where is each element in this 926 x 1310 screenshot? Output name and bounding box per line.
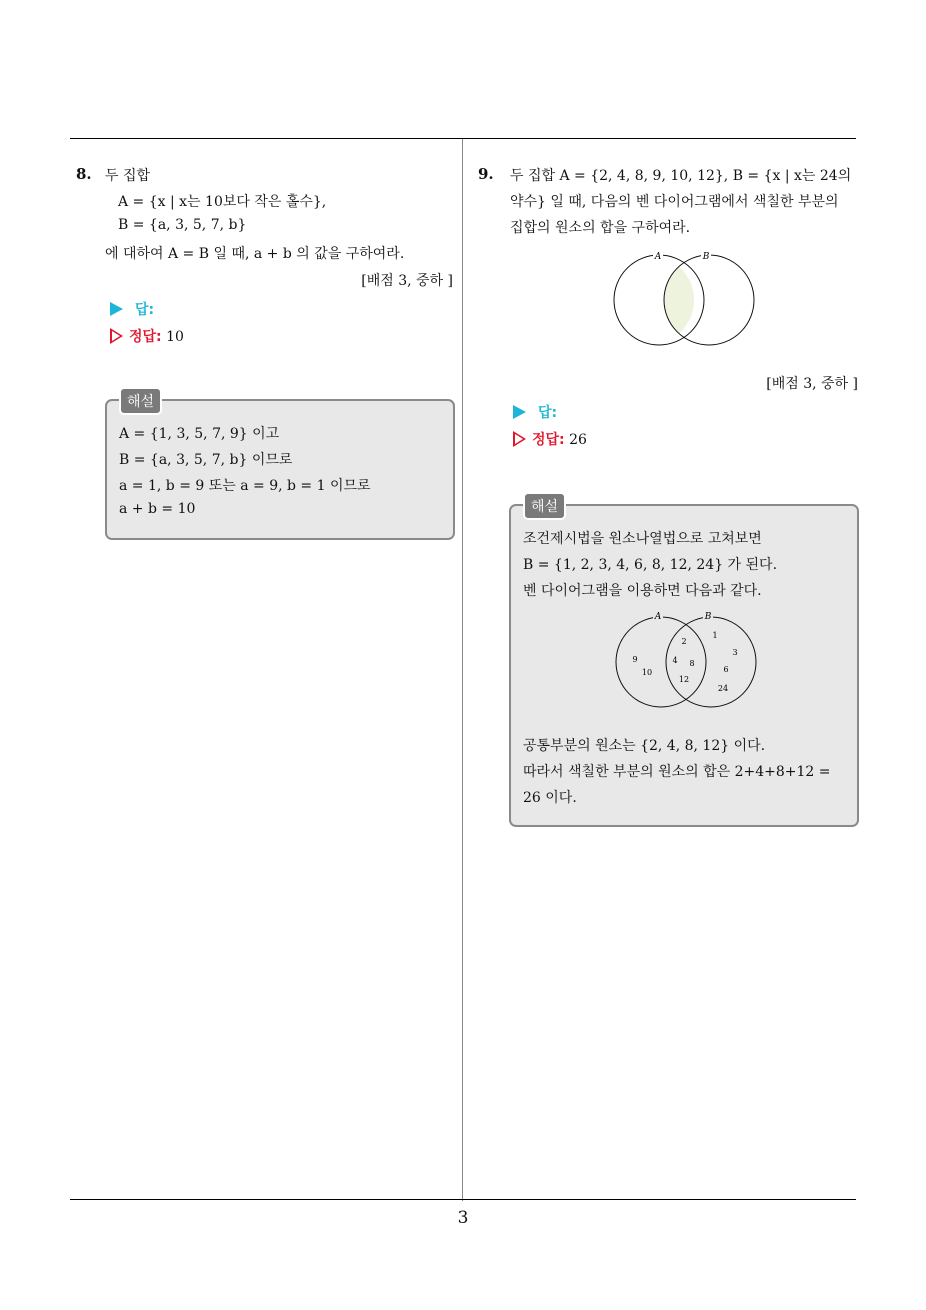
correct-answer-value: 10 bbox=[166, 329, 184, 345]
solution-line: B = {1, 2, 3, 4, 6, 8, 12, 24} 가 된다. bbox=[523, 557, 778, 573]
solution-line: a = 1, b = 9 또는 a = 9, b = 1 이므로 bbox=[119, 478, 371, 494]
question-text-line: 에 대하여 A = B 일 때, a + b 의 값을 구하여라. bbox=[105, 246, 405, 262]
solution-box bbox=[105, 394, 455, 540]
venn-label-a: A bbox=[654, 252, 662, 262]
correct-answer bbox=[110, 326, 184, 346]
solution-venn-diagram bbox=[607, 610, 767, 710]
correct-answer-value: 26 bbox=[569, 432, 587, 448]
solution-tag: 해설 bbox=[523, 492, 566, 520]
points-label: [배점 3, 중하 ] bbox=[766, 376, 858, 392]
question-text-line: 두 집합 A = {2, 4, 8, 9, 10, 12}, B = {x | x는 24의 bbox=[510, 168, 852, 184]
top-rule bbox=[70, 138, 856, 139]
question-text-line: 약수} 일 때, 다음의 벤 다이어그램에서 색칠한 부분의 bbox=[510, 194, 839, 210]
solution-line: a + b = 10 bbox=[119, 501, 196, 517]
question-text-line: 집합의 원소의 합을 구하여라. bbox=[510, 220, 691, 236]
solution-line: B = {a, 3, 5, 7, b} 이므로 bbox=[119, 452, 293, 468]
answer-label: 답: bbox=[513, 402, 557, 422]
column-divider bbox=[462, 139, 463, 1201]
venn-label-b: B bbox=[702, 252, 710, 262]
question-text-line: B = {a, 3, 5, 7, b} bbox=[118, 217, 247, 233]
page-number: 3 bbox=[457, 1208, 469, 1228]
solution-line: A = {1, 3, 5, 7, 9} 이고 bbox=[119, 426, 280, 442]
solution-line: 공통부분의 원소는 {2, 4, 8, 12} 이다. bbox=[523, 738, 766, 754]
play-outline-icon bbox=[513, 431, 526, 447]
venn-element: 3 bbox=[732, 648, 738, 657]
play-icon bbox=[110, 302, 123, 316]
correct-answer-label: 정답: bbox=[129, 329, 162, 345]
venn-circle-b bbox=[666, 617, 756, 707]
question-number: 9. bbox=[478, 165, 494, 183]
question-number: 8. bbox=[76, 165, 92, 183]
venn-diagram bbox=[605, 250, 765, 350]
play-outline-icon bbox=[110, 328, 123, 344]
solution-line: 따라서 색칠한 부분의 원소의 합은 2+4+8+12 = bbox=[523, 764, 831, 780]
venn-element: 12 bbox=[678, 675, 690, 684]
venn-element: 9 bbox=[632, 655, 638, 664]
solution-box bbox=[509, 499, 859, 827]
question-text-line: A = {x | x는 10보다 작은 홀수}, bbox=[118, 194, 327, 210]
question-text-line: 두 집합 bbox=[105, 168, 151, 184]
solution-line: 26 이다. bbox=[523, 790, 577, 806]
play-icon bbox=[513, 405, 526, 419]
correct-answer-label: 정답: bbox=[532, 432, 565, 448]
venn-element: 6 bbox=[723, 665, 729, 674]
venn-element: 2 bbox=[681, 637, 687, 646]
venn-element: 1 bbox=[712, 631, 718, 640]
points-label: [배점 3, 중하 ] bbox=[361, 273, 453, 289]
bottom-rule bbox=[70, 1199, 856, 1200]
venn-element: 10 bbox=[641, 668, 653, 677]
venn-label-b: B bbox=[704, 612, 712, 622]
answer-label: 답: bbox=[110, 299, 154, 319]
venn-element: 24 bbox=[717, 684, 729, 693]
solution-line: 벤 다이어그램을 이용하면 다음과 같다. bbox=[523, 583, 762, 599]
venn-label-a: A bbox=[654, 612, 662, 622]
correct-answer bbox=[513, 429, 587, 449]
solution-line: 조건제시법을 원소나열법으로 고쳐보면 bbox=[523, 531, 762, 547]
venn-element: 8 bbox=[689, 659, 695, 668]
solution-tag: 해설 bbox=[119, 387, 162, 415]
venn-element: 4 bbox=[672, 656, 678, 665]
